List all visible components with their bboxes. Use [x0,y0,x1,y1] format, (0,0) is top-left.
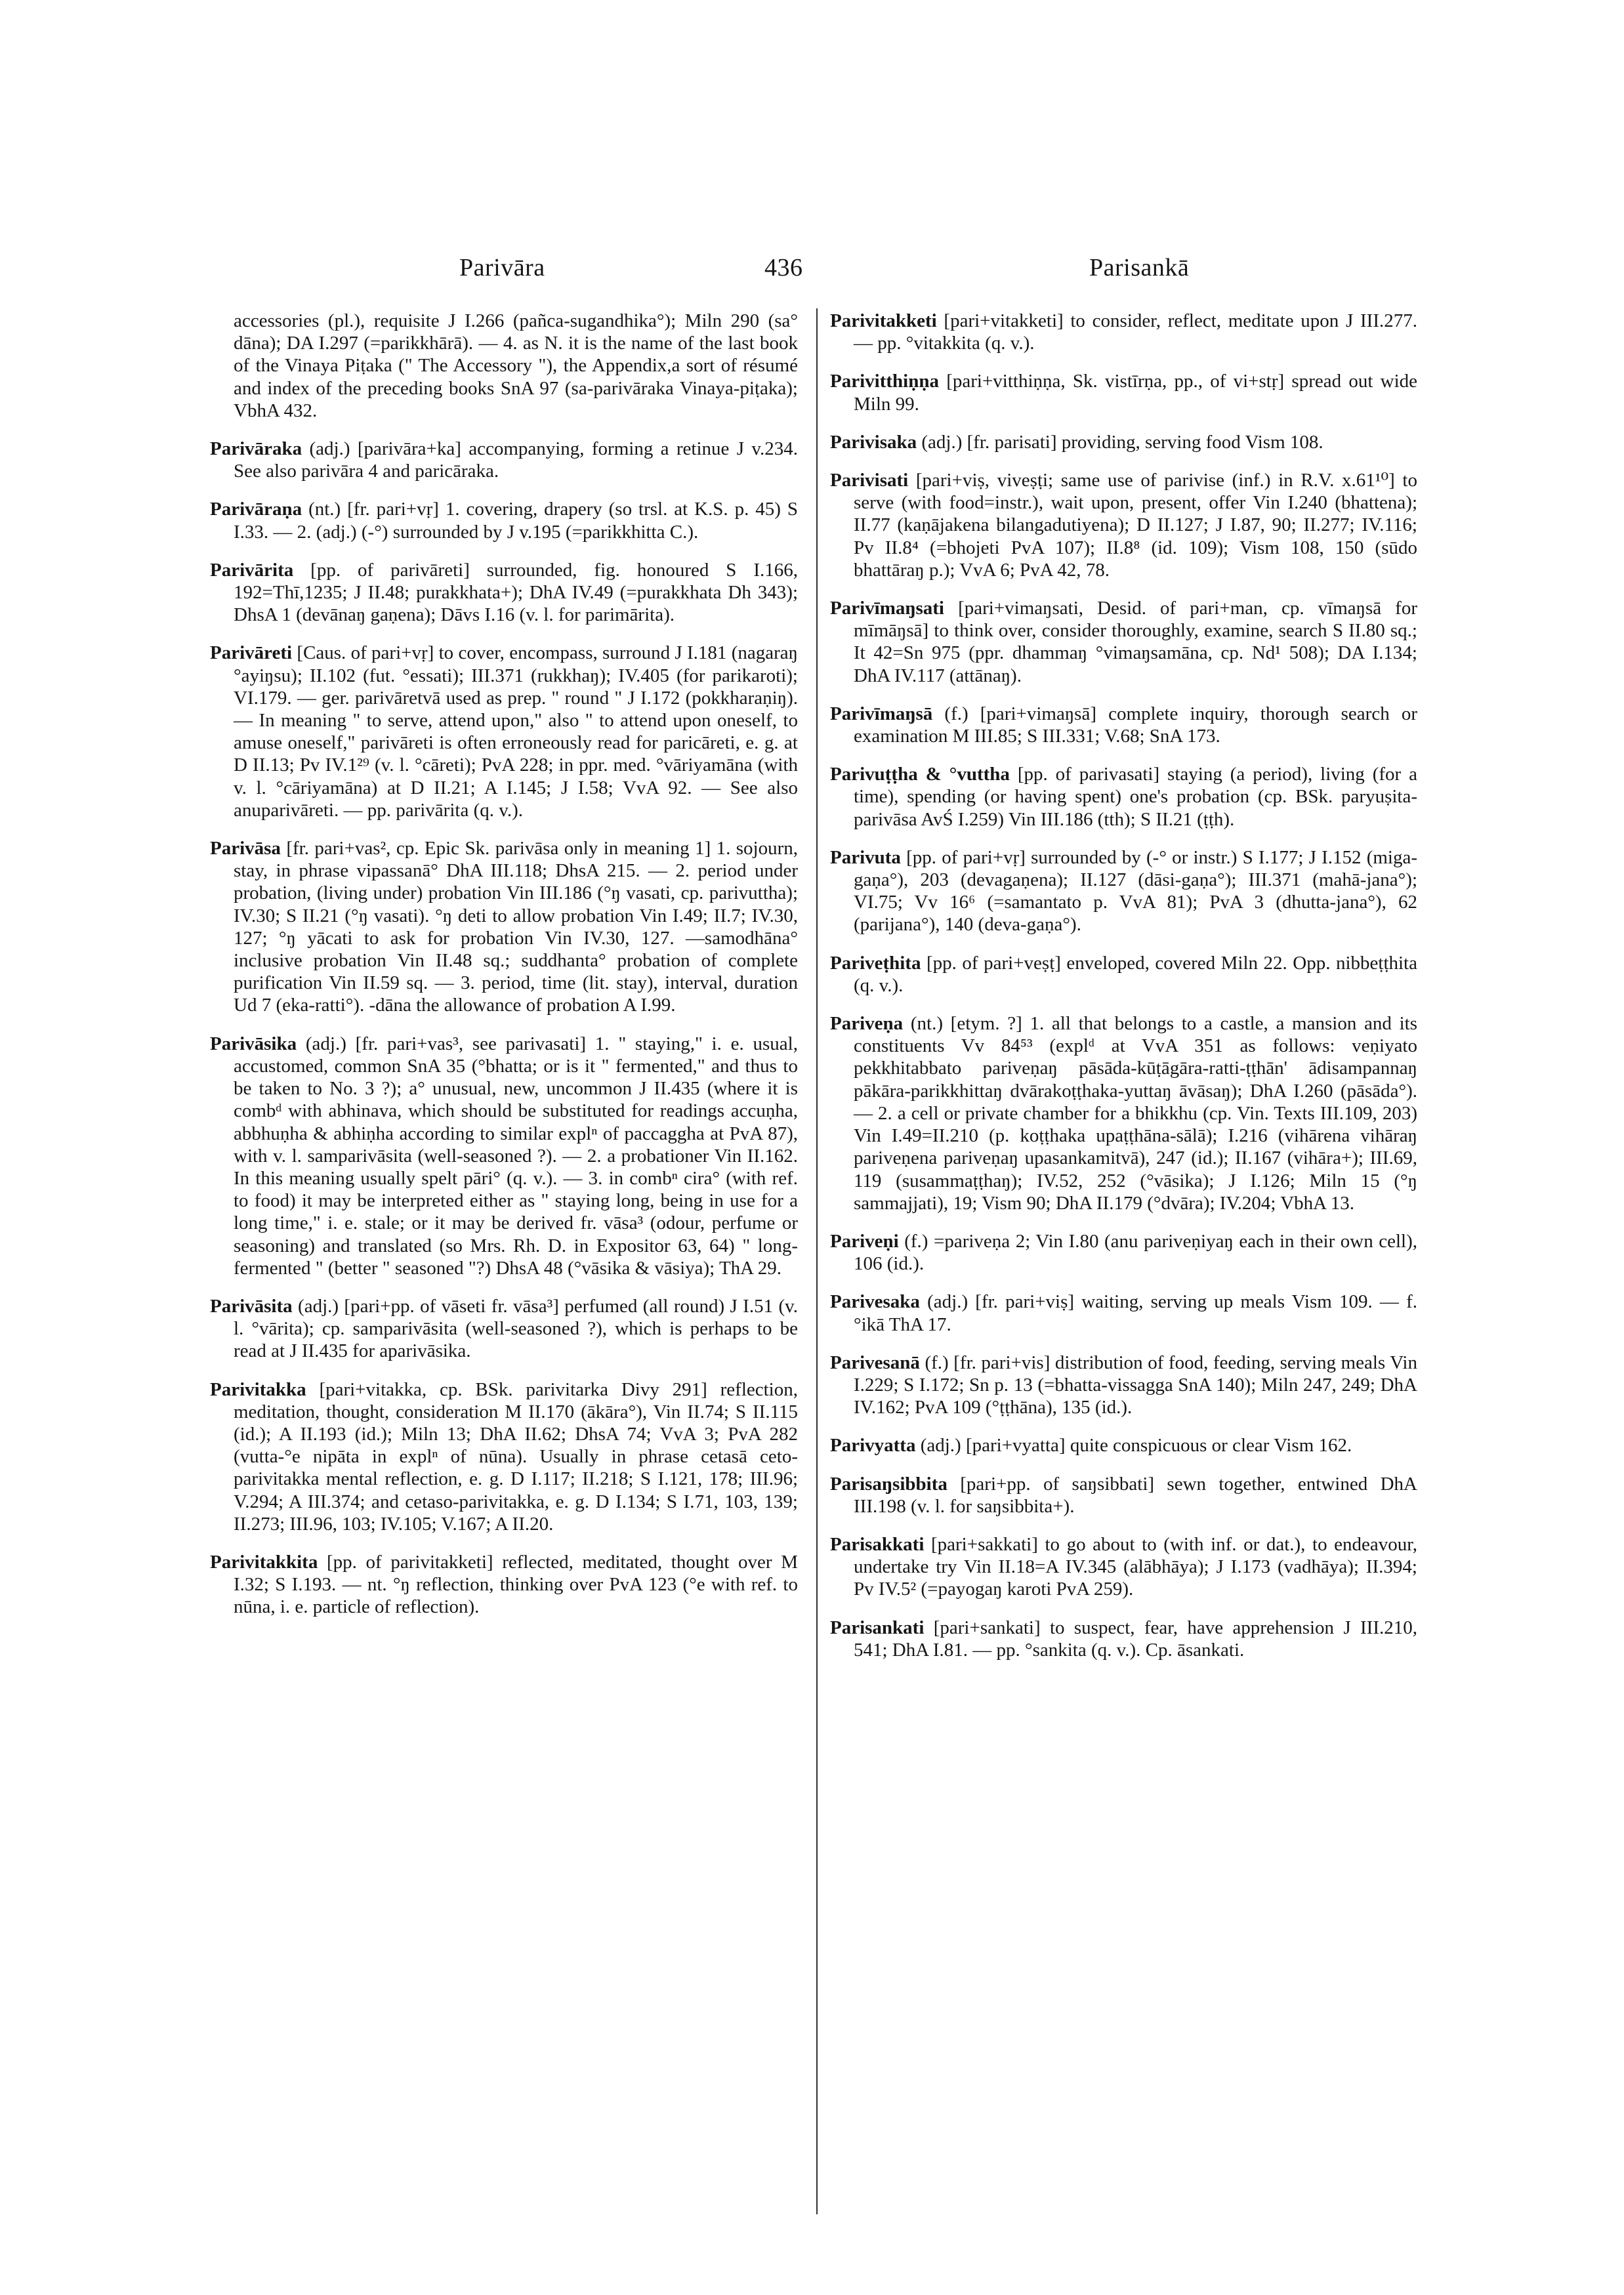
dictionary-entry [830,310,1417,354]
dictionary-entry [830,469,1417,581]
entry-definition: [pp. of parivāreti] surrounded, fig. honoured S I.166, 192=Thī,1235; J II.48; purakkhata+); DhA IV.49 (=purakkhata Dh 343); DhsA 1 (devānaŋ gaṇena); Dāvs I.16 (v. l. for parimārita). [234,559,798,626]
dictionary-entry [830,1434,1417,1457]
dictionary-entry [830,1012,1417,1214]
dictionary-entry [210,559,798,627]
entry-headword: Parivitthiṇṇa [830,371,939,392]
dictionary-entry [210,1378,798,1535]
dictionary-entry [830,431,1417,453]
dictionary-entry [830,1352,1417,1419]
entry-headword: Parivitakka [210,1378,306,1400]
entry-headword: Parivārita [210,559,294,581]
entry-definition: [fr. pari+vas², cp. Epic Sk. parivāsa only in meaning 1] 1. sojourn, stay, in phrase vipassanā° DhA III.118; DhsA 215. — 2. period under probation, (living under) probation Vin III.186 (°ŋ vasati, cp. parivuttha); IV.30; S II.21 (°ŋ vasati). °ŋ deti to allow probation Vin I.49; II.7; IV.30, 127; °ŋ yācati to ask for probation Vin IV.30, 127. —samodhāna° inclusive probation Vin II.48 sq.; suddhanta° probation of complete purification Vin II.59 sq. — 3. period, time (lit. stay), interval, duration Ud 7 (eka-ratti°). -dāna the allowance of probation A I.99. [234,838,798,1016]
entry-headword: Parivesanā [830,1352,920,1373]
dictionary-entry [830,1617,1417,1661]
continued-entry-text: accessories (pl.), requisite J I.266 (pañca-sugandhika°); Miln 290 (sa° dāna); DA I.297 (=parikkhārā). — 4. as N. it is the name of the last book of the Vinaya Piṭaka (" The Accessory "), the Appendix,a sort of résumé and index of the preceding books SnA 97 (sa-parivāraka Vinaya-piṭaka); VbhA 432. [234,310,798,421]
dictionary-entry [210,438,798,482]
entry-headword: Pariveṭhita [830,952,921,974]
dictionary-entry [210,1033,798,1279]
entry-definition: [pari+vitakka, cp. BSk. parivitarka Divy 291] reflection, meditation, thought, consideration M II.170 (ākāra°), Vin II.74; S II.115 (id.); A II.193 (id.); Miln 13; DhA II.62; DhsA 74; VvA 3; PvA 282 (vutta-°e nipāta in explⁿ of nūna). Usually in phrase cetasā ceto-parivitakka mental reflection, e. g. D I.117; II.218; S I.121, 178; III.96; V.294; A III.374; and cetaso-parivitakka, e. g. D I.134; S I.71, 103, 139; II.273; III.96, 103; IV.105; V.167; A II.20. [234,1378,798,1535]
entry-definition: [pari+viṣ, viveṣṭi; same use of parivise (inf.) in R.V. x.61¹⁰] to serve (with food=instr.), wait upon, present, offer Vin I.240 (bhattena); II.77 (kaṇājakena bilangadutiyena); D II.127; J I.87, 90; II.277; IV.116; Pv II.8⁴ (=bhojeti PvA 107); II.8⁸ (id. 109); Vism 108, 150 (sūdo bhattāraŋ p.); VvA 6; PvA 42, 78. [854,470,1417,581]
entry-definition: [Caus. of pari+vṛ] to cover, encompass, surround J I.181 (nagaraŋ °ayiŋsu); II.102 (fut. °essati); III.371 (rukkhaŋ); IV.405 (for parikaroti); VI.179. — ger. parivāretvā used as prep. " round " J I.172 (pokkharaṇiŋ). — In meaning " to serve, attend upon," also " to attend upon oneself, to amuse oneself," parivāreti is often erroneously read for paricāreti, e. g. at D II.13; Pv IV.1²⁹ (v. l. °cāreti); PvA 228; in ppr. med. °vāriyamāna (with v. l. °cāriyamāna) at D II.21; A I.145; J I.58; VvA 92. — See also anuparivāreti. — pp. parivārita (q. v.). [234,642,798,821]
entry-headword: Parivāraṇa [210,499,302,520]
entry-headword: Parivāsita [210,1295,293,1317]
entry-definition: (adj.) [parivāra+ka] accompanying, forming a retinue J v.234. See also parivāra 4 and paricāraka. [234,438,798,482]
running-head-right: Parisankā [1089,254,1190,281]
entry-headword: Parivīmaŋsā [830,703,933,724]
left-column [210,310,798,1634]
entry-definition: [pp. of pari+vṛ] surrounded by (-° or instr.) S I.177; J I.152 (miga-gaṇa°), 203 (devagaṇena); II.127 (dāsi-gaṇa°); III.371 (mahā-jana°); VI.75; Vv 16⁶ (=samantato p. VvA 81); PvA 3 (dhutta-jana°), 62 (parijana°), 140 (deva-gaṇa°). [854,846,1417,936]
entry-definition: [pari+vitakketi] to consider, reflect, meditate upon J III.277. — pp. °vitakkita (q. v.). [854,310,1417,354]
entry-definition: (adj.) [fr. pari+vas³, see parivasati] 1. " staying," i. e. usual, accustomed, common SnA 35 (°bhatta; or is it " fermented," and thus to be taken to No. 3 ?); a° unusual, new, uncommon J II.435 (where it is combᵈ with abhinava, which should be substituted for readings accuṇha, abbhuṇha & abhiṇha according to similar explⁿ of paccaggha at PvA 87), with v. l. samparivāsita (well-seasoned ?). — 2. a probationer Vin II.162. In this meaning usually spelt pāri° (q. v.). — 3. in combⁿ cira° (with ref. to food) it may be interpreted either as " staying long, being in use for a long time," i. e. stale; or it may be derived fr. vāsa³ (odour, perfume or seasoning) and translated (so Mrs. Rh. D. in Expositor 63, 64) " long-fermented " (better " seasoned "?) DhsA 48 (°vāsika & vāsiya); ThA 29. [234,1033,798,1279]
entry-headword: Parisaŋsibbita [830,1473,947,1495]
entry-definition: (adj.) [fr. pari+viṣ] waiting, serving up meals Vism 109. — f. °ikā ThA 17. [854,1291,1417,1335]
entry-definition: [pari+vitthiṇṇa, Sk. vistīrṇa, pp., of vi+stṛ] spread out wide Miln 99. [854,371,1417,415]
dictionary-entry [210,1295,798,1363]
entry-definition: [pp. of parivasati] staying (a period), living (for a time), spending (or having spent) one's probation (cp. BSk. paryuṣita-parivāsa AvŚ I.259) Vin III.186 (tth); S II.21 (ṭṭh). [854,764,1418,830]
dictionary-entry [830,1230,1417,1275]
entry-definition: (f.) =pariveṇa 2; Vin I.80 (anu pariveṇiyaŋ each in their own cell), 106 (id.). [854,1230,1417,1275]
entry-headword: Parivāreti [210,642,293,664]
entry-definition: (nt.) [etym. ?] 1. all that belongs to a castle, a mansion and its constituents Vv 84⁵³ (explᵈ at VvA 351 as follows: veṇiyato pekkhitabbato pariveṇaŋ pāsāda-kūṭāgāra-ratti-ṭṭhān' ādisampannaŋ pākāra-parikkhittaŋ dvārakoṭṭhaka-yuttaŋ āvāsaŋ); DhA I.260 (pāsāda°). — 2. a cell or private chamber for a bhikkhu (cp. Vin. Texts III.109, 203) Vin I.49=II.210 (p. koṭṭhaka upaṭṭhāna-sālā); I.216 (vihārena vihāraŋ pariveṇena pariveṇaŋ upasankamitvā), 247 (id.); II.167 (vihāra+); III.69, 119 (susammaṭṭhaŋ); IV.52, 252 (°vāsika); J I.126; Miln 15 (°ŋ sammajjati), 19; Vism 90; DhA II.179 (°dvāra); IV.204; VbhA 13. [854,1013,1417,1214]
entry-definition: [pari+sakkati] to go about to (with inf. or dat.), to endeavour, undertake try Vin II.18=A IV.345 (alābhāya); J I.173 (vadhāya); II.394; Pv IV.5² (=payogaŋ karoti PvA 259). [854,1533,1417,1600]
entry-definition: [pari+vimaŋsati, Desid. of pari+man, cp. vīmaŋsā for mīmāŋsā] to think over, consider thoroughly, examine, search S II.80 sq.; It 42=Sn 975 (ppr. dhammaŋ °vimaŋsamāna, cp. Nd¹ 508); DA I.134; DhA IV.117 (attānaŋ). [854,598,1417,686]
dictionary-entry [210,837,798,1017]
dictionary-entry [830,952,1417,997]
dictionary-entry [210,642,798,821]
entry-headword: Parivitakkita [210,1551,318,1573]
entry-definition: [pari+sankati] to suspect, fear, have apprehension J III.210, 541; DhA I.81. — pp. °sankita (q. v.). Cp. āsankati. [854,1617,1417,1661]
dictionary-entry [830,1533,1417,1601]
dictionary-entry [830,370,1417,415]
entry-definition: (adj.) [pari+vyatta] quite conspicuous or clear Vism 162. [915,1435,1352,1457]
dictionary-entry [210,1551,798,1619]
entry-headword: Parivesaka [830,1291,920,1313]
right-column [830,310,1417,1677]
entry-headword: Parivāsa [210,838,281,859]
entry-definition: (nt.) [fr. pari+vṛ] 1. covering, drapery (so trsl. at K.S. p. 45) S I.33. — 2. (adj.) (-°) surrounded by J v.195 (=parikkhitta C.). [234,499,798,543]
entry-headword: Parivyatta [830,1435,916,1457]
entry-headword: Parivīmaŋsati [830,598,944,619]
dictionary-entry [830,597,1417,687]
entry-headword: Pariveṇi [830,1230,899,1252]
entry-headword: Parivisaka [830,431,917,453]
entry-headword: Pariveṇa [830,1013,904,1035]
dictionary-entry [210,498,798,543]
column-divider [816,308,818,2214]
entry-definition: [pp. of pari+veṣṭ] enveloped, covered Miln 22. Opp. nibbeṭṭhita (q. v.). [854,952,1417,996]
entry-definition: (f.) [pari+vimaŋsā] complete inquiry, thorough search or examination M III.85; S III.331; V.68; SnA 173. [854,703,1417,747]
entry-headword: Parivitakketi [830,310,937,331]
dictionary-entry [830,763,1417,831]
entry-headword: Parivisati [830,470,909,491]
dictionary-entry [830,1473,1417,1518]
entry-headword: Parivuṭṭha & °vuttha [830,764,1010,785]
entry-headword: Parivuta [830,846,901,868]
entry-headword: Parivāraka [210,438,302,460]
entry-definition: (adj.) [fr. parisati] providing, serving food Vism 108. [917,431,1323,453]
running-head-left: Parivāra [459,254,545,281]
entry-headword: Parivāsika [210,1033,297,1054]
entry-headword: Parisankati [830,1617,925,1638]
entry-definition: [pari+pp. of saŋsibbati] sewn together, entwined DhA III.198 (v. l. for saŋsibbita+). [854,1473,1417,1517]
entry-headword: Parisakkati [830,1533,925,1555]
entry-definition: [pp. of parivitakketi] reflected, meditated, thought over M I.32; S I.193. — nt. °ŋ reflection, thinking over PvA 123 (°e with ref. to nūna, i. e. particle of reflection). [234,1551,798,1618]
page-number: 436 [764,254,803,281]
dictionary-entry [830,846,1417,936]
dictionary-entry [830,1291,1417,1335]
entry-definition: (adj.) [pari+pp. of vāseti fr. vāsa³] perfumed (all round) J I.51 (v. l. °vārita); cp. samparivāsita (well-seasoned ?), which is perhaps to be read at J II.435 for aparivāsika. [234,1295,798,1362]
entry-definition: (f.) [fr. pari+vis] distribution of food, feeding, serving meals Vin I.229; S I.172; Sn p. 13 (=bhatta-vissagga SnA 140); Miln 247, 249; DhA IV.162; PvA 109 (°ṭṭhāna), 135 (id.). [854,1352,1417,1418]
dictionary-entry [830,703,1417,747]
